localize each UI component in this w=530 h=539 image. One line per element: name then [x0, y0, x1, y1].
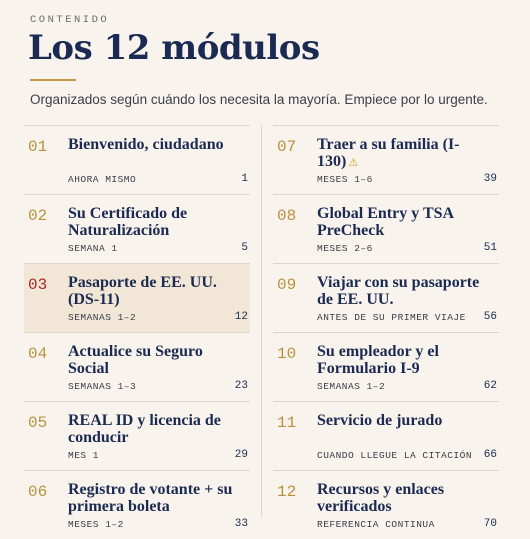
module-title-text: Viajar con su pasaporte de EE. UU.	[317, 274, 480, 308]
module-title-text: Su Certificado de Naturalización	[68, 205, 188, 239]
module-timing: SEMANAS 1–2	[317, 381, 386, 392]
module-item-01[interactable]	[24, 125, 250, 194]
module-page-number: 5	[241, 242, 248, 254]
module-timing: CUANDO LLEGUE LA CITACIÓN	[317, 450, 473, 461]
module-timing: MESES 2–6	[317, 243, 373, 254]
modules-column-left	[24, 125, 250, 539]
module-title	[317, 481, 493, 515]
module-number: 09	[277, 276, 297, 294]
module-title	[317, 412, 493, 429]
module-item-06[interactable]	[24, 470, 250, 539]
module-timing: ANTES DE SU PRIMER VIAJE	[317, 312, 466, 323]
module-number: 08	[277, 207, 297, 225]
module-page-number: 51	[483, 242, 497, 254]
module-item-11[interactable]	[273, 401, 499, 470]
module-number: 10	[277, 345, 297, 363]
module-title-text: Pasaporte de EE. UU. (DS-11)	[68, 274, 217, 308]
module-title	[68, 481, 244, 515]
section-eyebrow: CONTENIDO	[30, 14, 110, 26]
module-title-text: Traer a su familia (I-130)	[317, 136, 460, 170]
module-item-09[interactable]	[273, 263, 499, 332]
module-page-number: 23	[234, 380, 248, 392]
module-item-08[interactable]	[273, 194, 499, 263]
module-item-03[interactable]	[24, 263, 250, 332]
module-timing: REFERENCIA CONTINUA	[317, 519, 435, 530]
module-title-text: Servicio de jurado	[317, 412, 443, 429]
module-page-number: 1	[241, 173, 248, 185]
module-item-02[interactable]	[24, 194, 250, 263]
module-title	[317, 343, 493, 377]
module-timing: MESES 1–6	[317, 174, 373, 185]
module-timing: AHORA MISMO	[68, 174, 137, 185]
title-underline	[30, 79, 76, 81]
module-title-text: Global Entry y TSA PreCheck	[317, 205, 454, 239]
modules-column-right	[273, 125, 499, 539]
module-item-05[interactable]	[24, 401, 250, 470]
column-divider	[261, 125, 262, 517]
module-page-number: 33	[234, 518, 248, 530]
module-item-07[interactable]	[273, 125, 499, 194]
module-title-text: Bienvenido, ciudadano	[68, 136, 224, 153]
module-number: 05	[28, 414, 48, 432]
module-title-text: Su empleador y el Formulario I-9	[317, 343, 439, 377]
module-number: 11	[277, 414, 297, 432]
module-title	[68, 136, 244, 153]
module-title-text: Registro de votante + su primera boleta	[68, 481, 233, 515]
module-title	[68, 412, 244, 446]
module-title-text: Recursos y enlaces verificados	[317, 481, 445, 515]
module-item-04[interactable]	[24, 332, 250, 401]
module-timing: MES 1	[68, 450, 100, 461]
module-page-number: 56	[483, 311, 497, 323]
module-page-number: 70	[483, 518, 497, 530]
module-number: 12	[277, 483, 297, 501]
module-item-12[interactable]	[273, 470, 499, 539]
module-page-number: 12	[234, 311, 248, 323]
module-title	[68, 343, 244, 377]
warning-icon: ⚠	[348, 157, 359, 169]
module-page-number: 66	[483, 449, 497, 461]
module-title-text: REAL ID y licencia de conducir	[68, 412, 221, 446]
module-title-text: Actualice su Seguro Social	[68, 343, 203, 377]
module-item-10[interactable]	[273, 332, 499, 401]
module-timing: SEMANAS 1–3	[68, 381, 137, 392]
page-subtitle: Organizados según cuándo los necesita la mayoría. Empiece por lo urgente.	[30, 92, 488, 107]
module-title	[68, 205, 244, 239]
module-number: 01	[28, 138, 48, 156]
module-number: 04	[28, 345, 48, 363]
module-page-number: 29	[234, 449, 248, 461]
module-title	[317, 274, 493, 308]
module-timing: SEMANAS 1–2	[68, 312, 137, 323]
page-title: Los 12 módulos	[28, 28, 320, 68]
module-number: 06	[28, 483, 48, 501]
module-title	[68, 274, 244, 308]
module-title	[317, 205, 493, 239]
module-timing: MESES 1–2	[68, 519, 124, 530]
module-timing: SEMANA 1	[68, 243, 118, 254]
module-title	[317, 136, 493, 172]
module-page-number: 62	[483, 380, 497, 392]
module-number: 03	[28, 276, 48, 294]
module-number: 07	[277, 138, 297, 156]
module-number: 02	[28, 207, 48, 225]
module-page-number: 39	[483, 173, 497, 185]
